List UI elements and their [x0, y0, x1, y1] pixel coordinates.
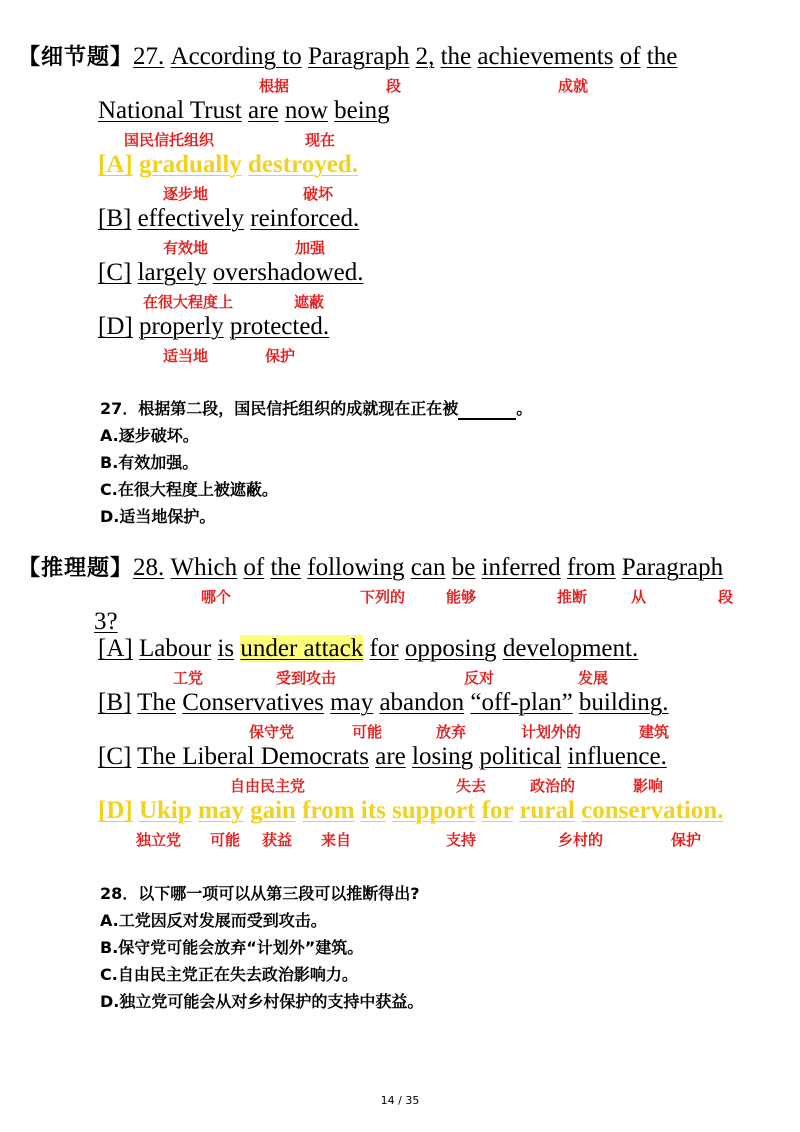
- q28-word: Labour: [138, 635, 212, 662]
- q28-option-d-letter: [D]: [98, 797, 133, 824]
- q27-word: destroyed.: [248, 151, 358, 178]
- q27-option-d[interactable]: [98, 312, 329, 342]
- q27-stem-line2: [98, 96, 390, 126]
- q27-gloss: 根据: [259, 77, 290, 95]
- q27-gloss: 逐步地: [163, 185, 209, 203]
- q27-word: are: [248, 97, 279, 124]
- q28-option-a-letter: [A]: [98, 635, 133, 662]
- q28-option-d[interactable]: [98, 796, 724, 826]
- q27-word: achievements: [477, 43, 614, 70]
- q28-word: development.: [502, 635, 639, 662]
- q28-type-tag: 【推理题】: [18, 556, 134, 581]
- q28-gloss: 反对: [464, 669, 495, 687]
- q27-stem-line1: [18, 42, 677, 73]
- q27-gloss: 有效地: [163, 239, 209, 257]
- q28-word: gain: [250, 797, 296, 824]
- q28-word: are: [375, 743, 406, 770]
- q28-stem-line1: [18, 553, 723, 584]
- q28-word: losing: [412, 743, 474, 770]
- q28-option-c-letter: [C]: [98, 743, 132, 770]
- q28-word: building.: [578, 689, 669, 716]
- q28-word: Ukip: [138, 797, 192, 824]
- q27-gloss: 成就: [558, 77, 589, 95]
- q28-gloss: 可能: [210, 831, 241, 849]
- q28-option-b[interactable]: [98, 688, 669, 718]
- q28-word: conservation.: [581, 797, 724, 824]
- q27-gloss: 现在: [305, 131, 336, 149]
- q28-gloss: 乡村的: [558, 831, 604, 849]
- q27-word: gradually: [138, 151, 242, 178]
- q28-word: following: [307, 554, 405, 581]
- q28-word: political: [479, 743, 562, 770]
- q27-gloss: 加强: [295, 239, 326, 257]
- q28-gloss: 发展: [578, 669, 609, 687]
- q27-option-b-letter: [B]: [98, 205, 132, 232]
- q27-word: the: [646, 43, 678, 70]
- q28-word: 3?: [94, 608, 118, 635]
- q28-word: may: [330, 689, 374, 716]
- q28-word: inferred: [481, 554, 561, 581]
- q28-word: Which: [170, 554, 238, 581]
- q27-cn-question: 27．根据第二段，国民信托组织的成就现在正在被 。: [100, 399, 533, 418]
- q27-word: According to: [170, 43, 302, 70]
- q27-cn-option: A.逐步破坏。: [100, 426, 199, 445]
- q28-cn-option: B.保守党可能会放弃“计划外”建筑。: [100, 938, 364, 957]
- q27-word: protected.: [229, 313, 330, 340]
- q28-word: Paragraph: [621, 554, 724, 581]
- q28-gloss: 自由民主党: [230, 777, 306, 795]
- q28-gloss: 哪个: [201, 588, 232, 606]
- q28-word: can: [410, 554, 446, 581]
- q28-word: Conservatives: [182, 689, 324, 716]
- q28-option-a[interactable]: [98, 634, 638, 664]
- page-number: [0, 1094, 800, 1107]
- q28-word: The Liberal Democrats: [137, 743, 369, 770]
- q27-word: largely: [137, 259, 207, 286]
- q27-word: being: [334, 97, 390, 124]
- q28-cn-option: C.自由民主党正在失去政治影响力。: [100, 965, 358, 984]
- q28-gloss: 下列的: [360, 588, 406, 606]
- q28-highlighted-phrase: under attack: [240, 635, 364, 662]
- q28-word: opposing: [404, 635, 497, 662]
- q27-type-tag: 【细节题】: [18, 45, 134, 70]
- q27-cn-option: D.适当地保护。: [100, 507, 216, 526]
- q27-gloss: 破坏: [303, 185, 334, 203]
- q28-gloss: 保守党: [249, 723, 295, 741]
- q28-gloss: 推断: [557, 588, 588, 606]
- q27-option-b[interactable]: [98, 204, 359, 234]
- q28-number: 28.: [133, 554, 165, 581]
- q28-word: for: [481, 797, 514, 824]
- page-separator: /: [398, 1094, 402, 1107]
- q27-gloss: 段: [386, 77, 402, 95]
- q28-word: the: [270, 554, 302, 581]
- q28-gloss: 来自: [321, 831, 352, 849]
- q27-gloss: 适当地: [163, 347, 209, 365]
- q27-cn-option: C.在很大程度上被遮蔽。: [100, 480, 278, 499]
- q28-word: for: [369, 635, 399, 662]
- q27-word: effectively: [137, 205, 244, 232]
- q28-gloss: 支持: [446, 831, 477, 849]
- q27-word: of: [619, 43, 641, 70]
- q28-stem-line2: [94, 607, 118, 637]
- q27-word: reinforced.: [250, 205, 360, 232]
- q28-cn-option: A.工党因反对发展而受到攻击。: [100, 911, 327, 930]
- q27-number: 27.: [133, 43, 165, 70]
- q28-gloss: 建筑: [639, 723, 670, 741]
- q27-option-c-letter: [C]: [98, 259, 132, 286]
- q28-cn-question: 28．以下哪一项可以从第三段可以推断得出?: [100, 884, 420, 903]
- q28-gloss: 工党: [173, 669, 204, 687]
- q28-word: “off-plan”: [470, 689, 573, 716]
- q27-option-a[interactable]: [98, 150, 358, 180]
- q27-word: now: [284, 97, 328, 124]
- q28-gloss: 政治的: [530, 777, 576, 795]
- q27-cn-option: B.有效加强。: [100, 453, 199, 472]
- q28-gloss: 影响: [633, 777, 664, 795]
- q27-word: National Trust: [98, 97, 242, 124]
- q28-word: abandon: [379, 689, 465, 716]
- q28-word: rural: [519, 797, 575, 824]
- q28-gloss: 段: [718, 588, 734, 606]
- q27-word: 2,: [415, 43, 435, 70]
- q27-option-d-letter: [D]: [98, 313, 133, 340]
- q28-gloss: 计划外的: [521, 723, 582, 741]
- q27-word: the: [440, 43, 472, 70]
- q28-gloss: 保护: [671, 831, 702, 849]
- q28-word: its: [360, 797, 386, 824]
- q28-word: from: [302, 797, 355, 824]
- answer-blank: [458, 402, 516, 420]
- q28-word: The: [137, 689, 177, 716]
- q28-cn-option: D.独立党可能会从对乡村保护的支持中获益。: [100, 992, 424, 1011]
- q28-gloss: 能够: [446, 588, 477, 606]
- q28-gloss: 放弃: [436, 723, 467, 741]
- q28-word: may: [198, 797, 244, 824]
- q27-word: properly: [138, 313, 224, 340]
- q28-word: of: [243, 554, 265, 581]
- q28-word: is: [217, 635, 235, 662]
- q27-option-c[interactable]: [98, 258, 363, 288]
- total-pages: 35: [405, 1094, 420, 1107]
- q28-word: be: [451, 554, 476, 581]
- q28-option-c[interactable]: [98, 742, 667, 772]
- q28-gloss: 受到攻击: [276, 669, 337, 687]
- q28-option-b-letter: [B]: [98, 689, 132, 716]
- q28-word: influence.: [567, 743, 667, 770]
- q28-word: from: [566, 554, 616, 581]
- q28-gloss: 独立党: [136, 831, 182, 849]
- q27-word: overshadowed.: [212, 259, 364, 286]
- q27-gloss: 遮蔽: [294, 293, 325, 311]
- q27-option-a-letter: [A]: [98, 151, 133, 178]
- q27-gloss: 保护: [265, 347, 296, 365]
- q27-gloss: 在很大程度上: [143, 293, 234, 311]
- q28-gloss: 失去: [456, 777, 487, 795]
- q28-word: support: [392, 797, 476, 824]
- current-page: 14: [380, 1094, 395, 1107]
- q28-gloss: 获益: [262, 831, 293, 849]
- q27-gloss: 国民信托组织: [124, 131, 215, 149]
- q28-gloss: 从: [631, 588, 647, 606]
- q27-word: Paragraph: [307, 43, 410, 70]
- q28-gloss: 可能: [352, 723, 383, 741]
